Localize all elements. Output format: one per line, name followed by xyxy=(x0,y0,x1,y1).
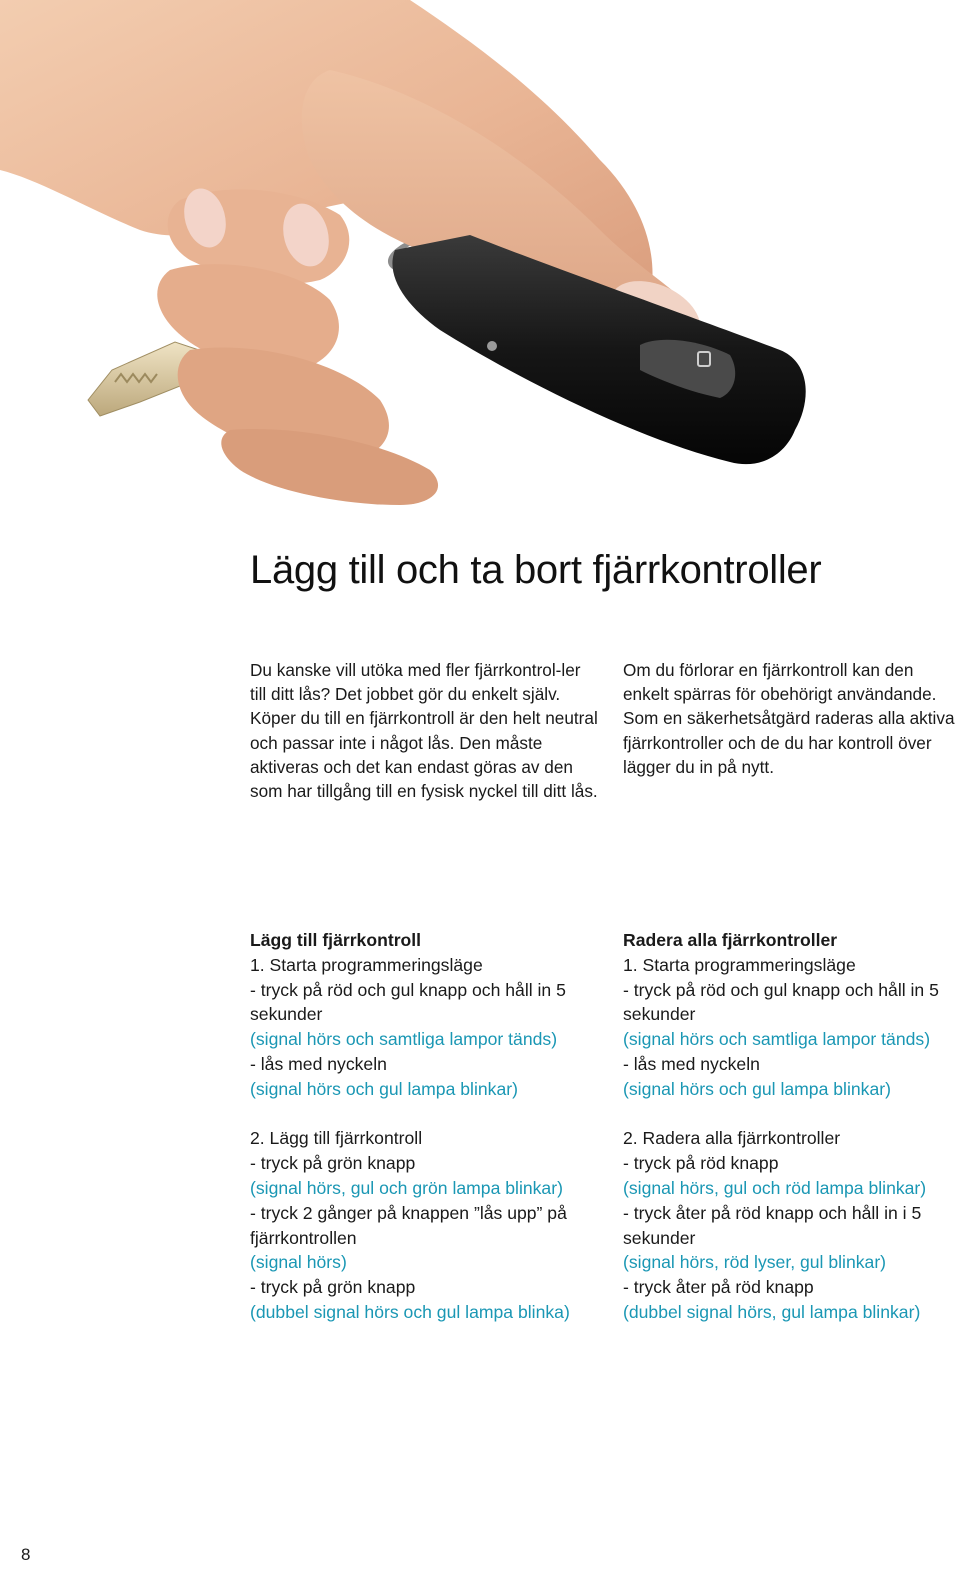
step-action: - tryck på grön knapp xyxy=(250,1153,416,1174)
signal-note: (signal hörs och samtliga lampor tänds) xyxy=(623,1029,931,1050)
step-title: 1. Starta programmeringsläge xyxy=(250,954,483,975)
add-remote-section xyxy=(250,928,598,1325)
section-heading: Lägg till fjärrkontroll xyxy=(250,930,422,950)
intro-right-column xyxy=(623,658,960,779)
step-action: - tryck åter på röd knapp och håll in i 5 sekunder xyxy=(623,1202,922,1248)
step-title: 2. Radera alla fjärrkontroller xyxy=(623,1128,841,1149)
step-action: - lås med nyckeln xyxy=(250,1053,387,1074)
step-action: - tryck på röd och gul knapp och håll in 5 sekunder xyxy=(623,979,939,1025)
signal-note: (dubbel signal hörs, gul lampa blinkar) xyxy=(623,1301,921,1322)
intro-left-column xyxy=(250,658,598,803)
signal-note: (signal hörs och samtliga lampor tänds) xyxy=(250,1029,558,1050)
step-action: - tryck 2 gånger på knappen ”lås upp” på fjärrkontrollen xyxy=(250,1202,567,1248)
signal-note: (signal hörs, röd lyser, gul blinkar) xyxy=(623,1252,887,1273)
page-title: Lägg till och ta bort fjärrkontroller xyxy=(250,548,822,592)
step-action: - tryck på röd och gul knapp och håll in 5 sekunder xyxy=(250,979,566,1025)
step-title: 2. Lägg till fjärrkontroll xyxy=(250,1128,423,1149)
section-heading: Radera alla fjärrkontroller xyxy=(623,930,838,950)
signal-note: (signal hörs, gul och grön lampa blinkar) xyxy=(250,1177,563,1198)
signal-note: (dubbel signal hörs och gul lampa blinka) xyxy=(250,1301,570,1322)
delete-remotes-section xyxy=(623,928,960,1325)
step-action: - tryck på grön knapp xyxy=(250,1277,416,1298)
intro-right-paragraph: Om du förlorar en fjärrkontroll kan den enkelt spärras för obehörigt användande. Som en säkerhetsåtgärd raderas alla aktiva fjärrkontroller och de du har kontroll över lägger du in på nytt. xyxy=(623,660,955,777)
page-number: 8 xyxy=(21,1545,31,1564)
step-action: - lås med nyckeln xyxy=(623,1053,760,1074)
step-title: 1. Starta programmeringsläge xyxy=(623,954,856,975)
spacer xyxy=(623,1102,960,1127)
step-action: - tryck åter på röd knapp xyxy=(623,1277,814,1298)
signal-note: (signal hörs) xyxy=(250,1252,347,1273)
hand-holding-remote-photo xyxy=(0,0,960,540)
step-action: - tryck på röd knapp xyxy=(623,1153,779,1174)
signal-note: (signal hörs och gul lampa blinkar) xyxy=(250,1078,518,1099)
intro-left-paragraph: Du kanske vill utöka med fler fjärrkontrol-ler till ditt lås? Det jobbet gör du enkelt själv. Köper du till en fjärrkontroll är den helt neutral och passar inte i något lås. Den måste aktiveras och det kan endast göras av den som har tillgång till en fysisk nyckel till ditt lås. xyxy=(250,660,598,802)
signal-note: (signal hörs, gul och röd lampa blinkar) xyxy=(623,1177,927,1198)
spacer xyxy=(250,1102,598,1127)
signal-note: (signal hörs och gul lampa blinkar) xyxy=(623,1078,891,1099)
